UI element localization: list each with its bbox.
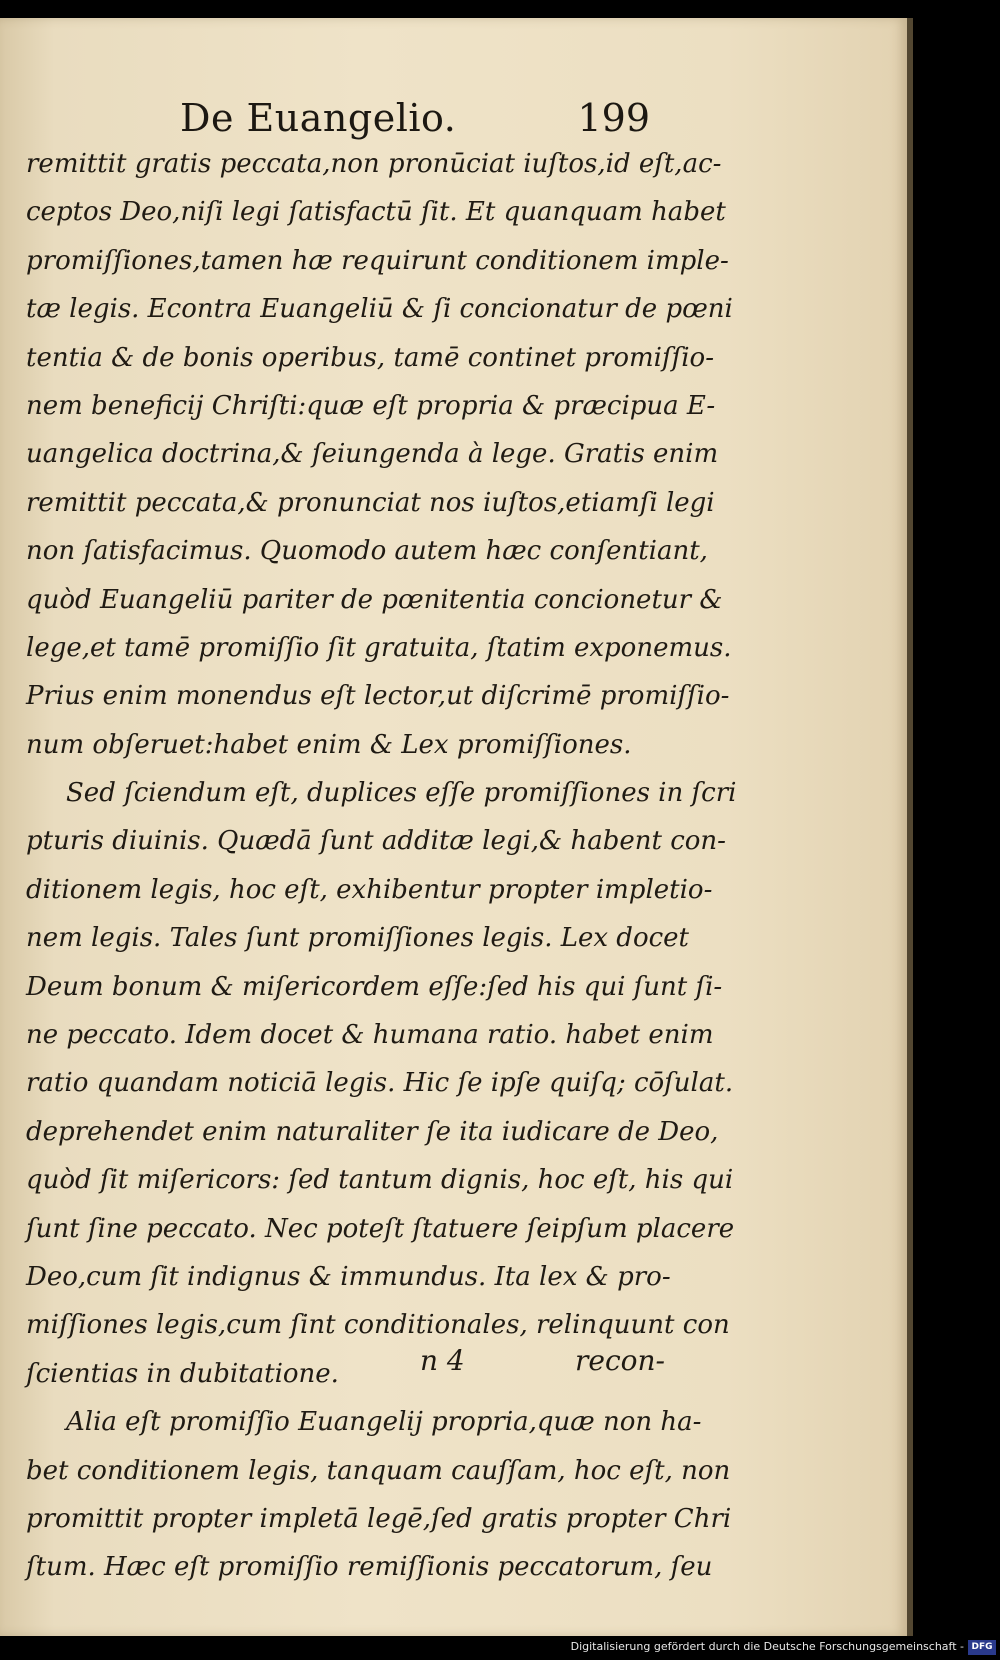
text-line: ſunt ſine peccato. Nec poteſt ſtatuere ſeipſum placere — [26, 1213, 735, 1244]
text-line: quòd Euangeliū pariter de pœnitentia concionetur & — [26, 584, 723, 615]
running-title: De Euangelio. — [180, 96, 457, 140]
text-line: Alia eſt promiſſio Euangelij propria,quæ non ha- — [66, 1407, 702, 1438]
text-line: ſcientias in dubitatione. — [26, 1358, 339, 1389]
text-line: lege,et tamē promiſſio ſit gratuita, ſtatim exponemus. — [26, 632, 732, 663]
text-line: Prius enim monendus eſt lector,ut diſcrimē promiſſio- — [26, 681, 730, 712]
text-line: Deo,cum ſit indignus & immundus. Ita lex & pro- — [26, 1261, 671, 1292]
signature-mark: n 4 — [420, 1344, 465, 1377]
running-head — [180, 96, 650, 146]
text-line: uangelica doctrina,& ſeiungenda à lege. Gratis enim — [26, 439, 719, 470]
text-line: num obſeruet:habet enim & Lex promiſſiones. — [26, 729, 632, 760]
text-line: bet conditionem legis, tanquam cauſſam, hoc eſt, non — [26, 1455, 731, 1486]
text-line: promittit propter impletā legē,ſed gratis propter Chri — [26, 1503, 732, 1534]
text-line: ditionem legis, hoc eſt, exhibentur propter impletio- — [26, 874, 713, 905]
text-line: promiſſiones,tamen hæ requirunt conditionem imple- — [26, 245, 729, 276]
text-line: remittit peccata,& pronunciat nos iuſtos,etiamſi legi — [26, 487, 715, 518]
text-line: tentia & de bonis operibus, tamē continet promiſſio- — [26, 342, 714, 373]
text-line: Sed ſciendum eſt, duplices eſſe promiſſiones in ſcri — [66, 778, 737, 809]
text-line: nem beneficij Chriſti:quæ eſt propria & præcipua E- — [26, 390, 716, 421]
dfg-logo: DFG — [968, 1640, 996, 1655]
page-edge — [907, 18, 913, 1636]
text-line: tæ legis. Econtra Euangeliū & ſi concionatur de pœni — [26, 294, 733, 325]
text-line: miſſiones legis,cum ſint conditionales, relinquunt con — [26, 1310, 730, 1341]
text-line: pturis diuinis. Quædā ſunt additæ legi,& habent con- — [26, 826, 726, 857]
text-line: quòd ſit miſericors: ſed tantum dignis, hoc eſt, his qui — [26, 1165, 734, 1196]
book-page — [0, 18, 907, 1636]
footer-bar — [0, 1636, 1000, 1660]
text-line: ſtum. Hæc eſt promiſſio remiſſionis peccatorum, ſeu — [26, 1552, 713, 1583]
text-line: ceptos Deo,niſi legi ſatisfactū ſit. Et quanquam habet — [26, 197, 726, 228]
text-line: ratio quandam noticiā legis. Hic ſe ipſe quiſq; cōſulat. — [26, 1068, 734, 1099]
text-line: non ſatisfacimus. Quomodo autem hæc conſentiant, — [26, 536, 708, 567]
page-number: 199 — [577, 96, 650, 140]
text-line: deprehendet enim naturaliter ſe ita iudicare de Deo, — [26, 1116, 719, 1147]
funding-credit: Digitalisierung gefördert durch die Deutsche Forschungsgemeinschaft - — [570, 1640, 964, 1653]
catchword: recon- — [575, 1344, 665, 1377]
signature-line — [420, 1344, 665, 1388]
text-line: remittit gratis peccata,non pronūciat iuſtos,id eſt,ac- — [26, 149, 722, 179]
text-line: ne peccato. Idem docet & humana ratio. habet enim — [26, 1020, 714, 1051]
text-line: Deum bonum & miſericordem eſſe:ſed his qui ſunt ſi- — [26, 971, 723, 1002]
text-line: nem legis. Tales ſunt promiſſiones legis. Lex docet — [26, 923, 689, 954]
